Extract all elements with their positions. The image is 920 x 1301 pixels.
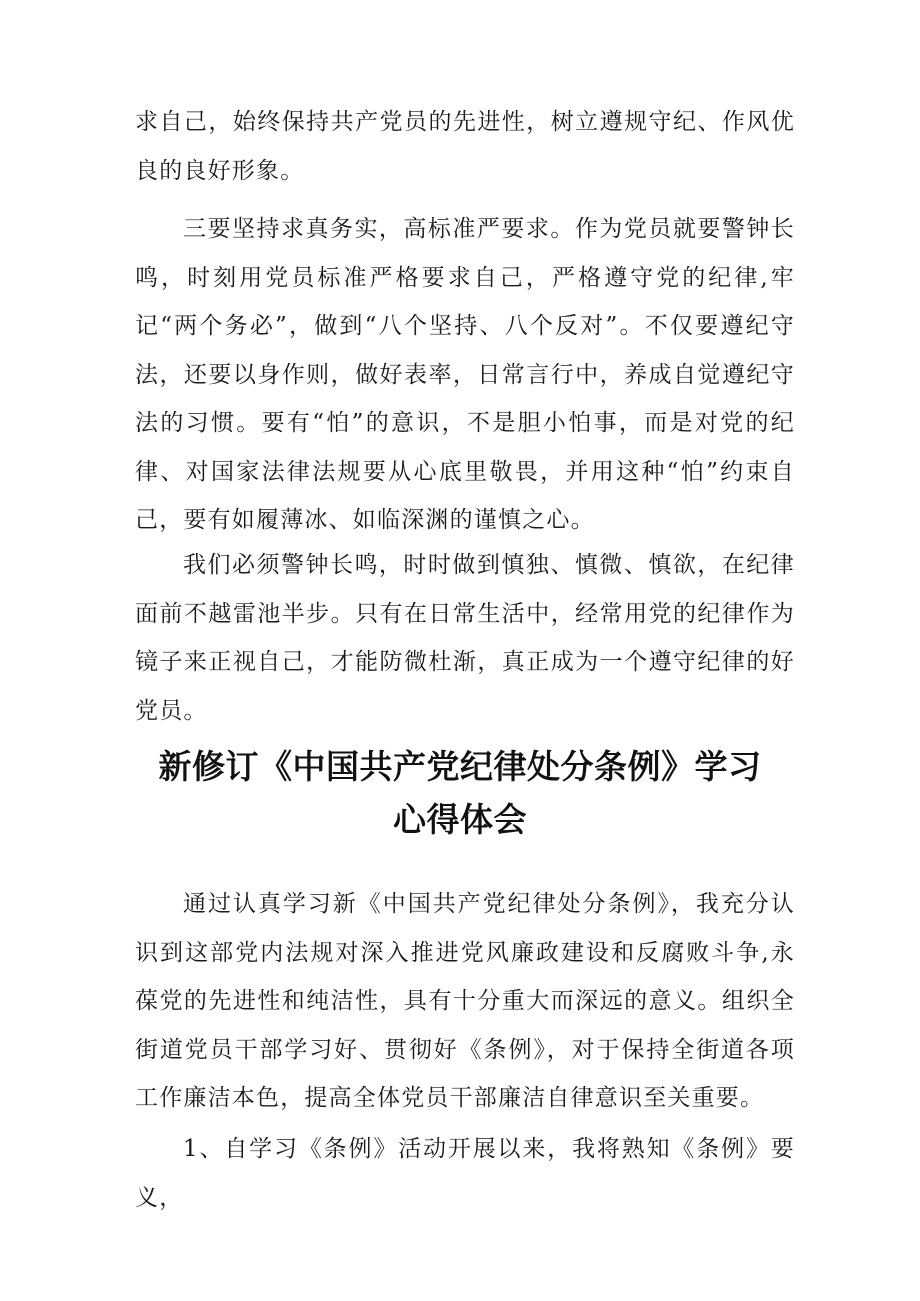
paragraph-conclusion: 我们必须警钟长鸣，时时做到慎独、慎微、慎欲，在纪律面前不越雷池半步。只有在日常生活中，经常用党的纪律作为镜子来正视自己，才能防微杜渐，真正成为一个遵守纪律的好党员。 (135, 552, 795, 724)
paragraph-intro: 通过认真学习新《中国共产党纪律处分条例》，我充分认识到这部党内法规对深入推进党风廉政建设和反腐败斗争,永葆党的先进性和纯洁性，具有十分重大而深远的意义。组织全街道党员干部学习好、贯彻好《条例》，对于保持全街道各项工作廉洁本色，提高全体党员干部廉洁自律意识至关重要。 (135, 891, 795, 1111)
paragraph-item-one: 1、自学习《条例》活动开展以来，我将熟知《条例》要义， (135, 1136, 795, 1211)
article-title-line-1: 新修订《中国共产党纪律处分条例》学习 (158, 747, 762, 786)
paragraph-point-three: 三要坚持求真务实，高标准严要求。作为党员就要警钟长鸣，时刻用党员标准严格要求自己，严格遵守党的纪律,牢记“两个务必”，做到“八个坚持、八个反对”。不仅要遵纪守法，还要以身作则，做好表率，日常言行中，养成自觉遵纪守法的习惯。要有“怕”的意识，不是胆小怕事，而是对党的纪律、对国家法律法规要从心底里敬畏，并用这种“怕”约束自己，要有如履薄冰、如临深渊的谨慎之心。 (135, 216, 795, 533)
article-title-line-2: 心得体会 (393, 800, 527, 839)
paragraph-continuation: 求自己，始终保持共产党员的先进性，树立遵规守纪、作风优良的良好形象。 (135, 109, 795, 184)
